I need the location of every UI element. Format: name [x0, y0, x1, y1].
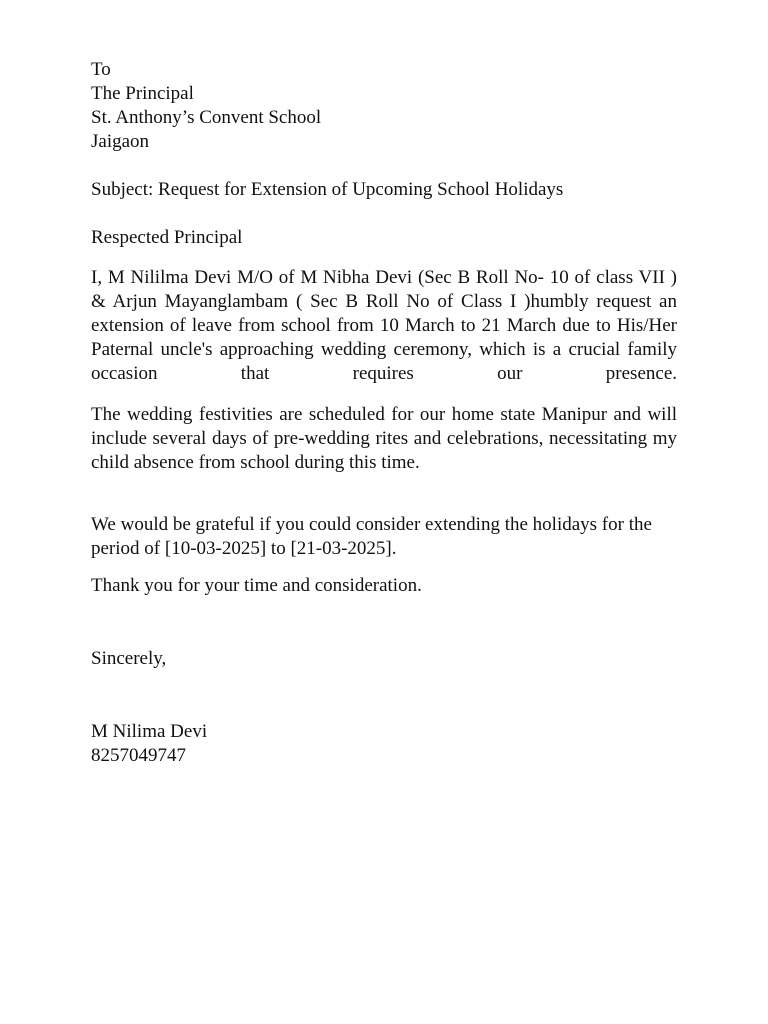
subject-line: Subject: Request for Extension of Upcoming School Holidays — [91, 179, 564, 200]
paragraph-wedding-details: The wedding festivities are scheduled for our home state Manipur and will include several days of pre-wedding rites and celebrations, necessitating my child absence from school during this time. — [91, 404, 677, 473]
signature-block — [91, 720, 677, 768]
recipient-school: St. Anthony’s Convent School — [91, 107, 322, 128]
paragraph-extension-period: We would be grateful if you could consider extending the holidays for the period of [10-03-2025] to [21-03-2025]. — [91, 514, 652, 559]
salutation: Respected Principal — [91, 227, 243, 248]
thanks-line: Thank you for your time and consideration. — [91, 575, 422, 596]
closing-line: Sincerely, — [91, 648, 167, 669]
signature-phone: 8257049747 — [91, 745, 186, 766]
recipient-title: The Principal — [91, 83, 194, 104]
paragraph-leave-request: I, M Nililma Devi M/O of M Nibha Devi (Sec B Roll No- 10 of class VII ) & Arjun Mayanglambam ( Sec B Roll No of Class I )humbly request an extension of leave from school from 10 March to 21 March due to His/Her Paternal uncle's approaching wedding ceremony, which is a crucial family occasion that requires our presence. — [91, 267, 677, 384]
recipient-place: Jaigaon — [91, 131, 150, 152]
signature-name: M Nilima Devi — [91, 721, 208, 742]
recipient-address — [91, 58, 677, 154]
recipient-to: To — [91, 59, 111, 80]
